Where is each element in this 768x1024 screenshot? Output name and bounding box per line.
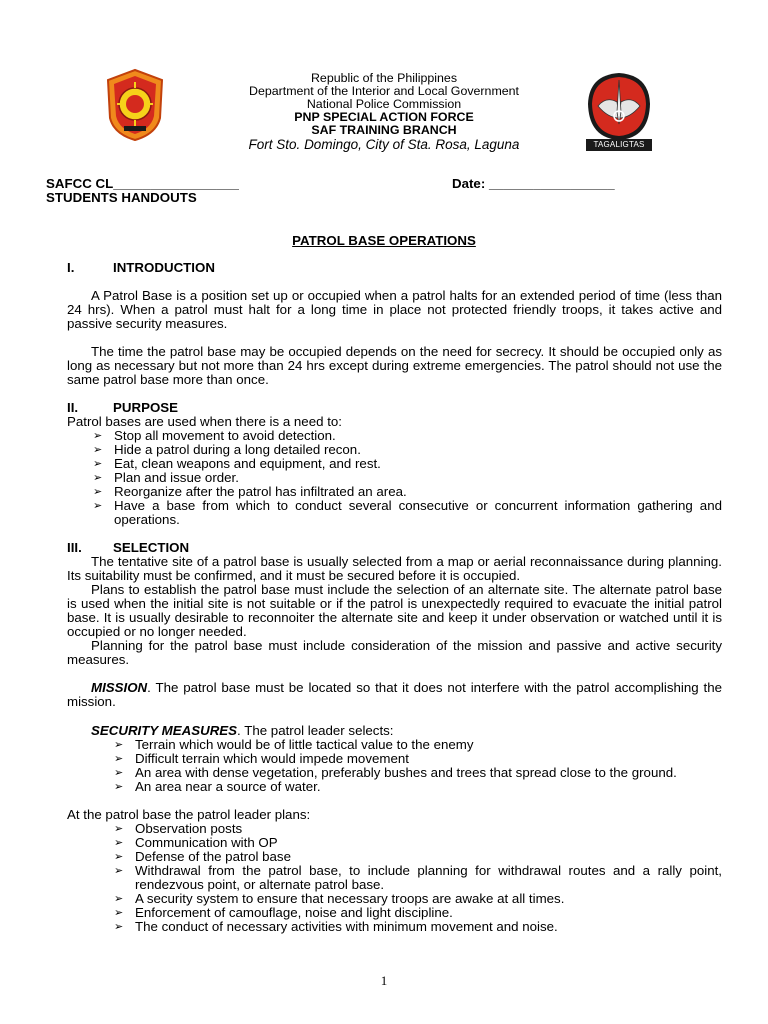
intro-paragraph-1: A Patrol Base is a position set up or occupied when a patrol halts for an extended period of time (less than 24 hrs). When a patrol must halt for a long time in place not protected friendly troops, it takes active and passive security measures. <box>67 288 722 331</box>
header-saf: PNP SPECIAL ACTION FORCE <box>294 110 474 124</box>
list-item: ➢ An area with dense vegetation, preferably bushes and trees that spread close to the ground. <box>114 765 677 780</box>
section-number: II. <box>67 400 79 415</box>
section-selection-heading <box>67 541 189 555</box>
list-item: ➢ Communication with OP <box>114 835 278 850</box>
arrow-bullet-icon: ➢ <box>114 851 124 863</box>
list-item: ➢ Reorganize after the patrol has infiltrated an area. <box>93 484 407 499</box>
arrow-bullet-icon: ➢ <box>114 823 124 835</box>
list-item: ➢ Difficult terrain which would impede movement <box>114 751 409 766</box>
selection-paragraph-2: Plans to establish the patrol base must include the selection of an alternate site. The alternate patrol base is used when the initial site is not suitable or if the patrol is unexpectedly required to evacuate the initial patrol base. It is usually desirable to reconnoiter the alternate site and keep it under observation or watched until it is occupied or no longer needed. <box>67 582 722 639</box>
purpose-lead: Patrol bases are used when there is a need to: <box>67 414 342 429</box>
arrow-bullet-icon: ➢ <box>93 458 103 470</box>
section-title: PURPOSE <box>113 400 179 415</box>
list-item: ➢ Have a base from which to conduct several consecutive or concurrent information gathering and operations. <box>93 498 722 527</box>
security-label: SECURITY MEASURES <box>91 723 238 738</box>
arrow-bullet-icon: ➢ <box>93 472 103 484</box>
section-intro-heading <box>67 261 215 275</box>
mission-label: MISSION <box>91 680 148 695</box>
header-training-branch: SAF TRAINING BRANCH <box>311 123 457 137</box>
section-number: I. <box>67 260 75 275</box>
header-department: Department of the Interior and Local Government <box>249 84 519 98</box>
security-text: . The patrol leader selects: <box>237 723 394 738</box>
list-item: ➢ A security system to ensure that necessary troops are awake at all times. <box>114 891 565 906</box>
list-item: ➢ An area near a source of water. <box>114 779 321 794</box>
page-number: 1 <box>380 973 388 988</box>
security-selects-list <box>114 738 722 794</box>
section-title: INTRODUCTION <box>113 260 215 275</box>
arrow-bullet-icon: ➢ <box>114 781 124 793</box>
date-field: Date: _________________ <box>452 176 615 191</box>
plans-lead: At the patrol base the patrol leader plans: <box>67 807 311 822</box>
arrow-bullet-icon: ➢ <box>93 486 103 498</box>
list-item: ➢ Eat, clean weapons and equipment, and rest. <box>93 456 381 471</box>
arrow-bullet-icon: ➢ <box>93 444 103 456</box>
arrow-bullet-icon: ➢ <box>114 907 124 919</box>
list-item: ➢ Terrain which would be of little tactical value to the enemy <box>114 737 474 752</box>
section-number: III. <box>67 540 82 555</box>
arrow-bullet-icon: ➢ <box>114 865 124 877</box>
list-item: ➢ Plan and issue order. <box>93 470 239 485</box>
plans-list <box>114 822 722 934</box>
purpose-list <box>93 429 722 527</box>
arrow-bullet-icon: ➢ <box>93 500 103 512</box>
arrow-bullet-icon: ➢ <box>114 893 124 905</box>
students-handouts: STUDENTS HANDOUTS <box>46 190 197 205</box>
list-item: ➢ Defense of the patrol base <box>114 849 291 864</box>
arrow-bullet-icon: ➢ <box>114 767 124 779</box>
selection-paragraph-3: Planning for the patrol base must include consideration of the mission and passive and active security measures. <box>67 638 722 667</box>
course-field: SAFCC CL_________________ <box>46 176 239 191</box>
mission-paragraph <box>67 681 722 709</box>
document-title: PATROL BASE OPERATIONS <box>292 233 476 248</box>
list-item: ➢ The conduct of necessary activities with minimum movement and noise. <box>114 919 558 934</box>
intro-paragraph-2: The time the patrol base may be occupied depends on the need for secrecy. It should be occupied only as long as necessary but not more than 24 hrs except during extreme emergencies. The patrol should not use the same patrol base more than once. <box>67 344 722 387</box>
list-item: ➢ Hide a patrol during a long detailed recon. <box>93 442 361 457</box>
arrow-bullet-icon: ➢ <box>93 430 103 442</box>
arrow-bullet-icon: ➢ <box>114 753 124 765</box>
list-item: ➢ Observation posts <box>114 821 243 836</box>
arrow-bullet-icon: ➢ <box>114 739 124 751</box>
saf-logo-motto: TAGALIGTAS <box>593 140 645 149</box>
arrow-bullet-icon: ➢ <box>114 921 124 933</box>
list-item: ➢ Withdrawal from the patrol base, to include planning for withdrawal routes and a rally point, rendezvous point, or alternate patrol base. <box>114 863 722 892</box>
header-republic: Republic of the Philippines <box>310 71 458 85</box>
selection-paragraph-1: The tentative site of a patrol base is usually selected from a map or aerial reconnaissance during planning. Its suitability must be confirmed, and it must be secured before it is occupied. <box>67 554 722 583</box>
section-purpose-heading <box>67 401 178 415</box>
list-item: ➢ Stop all movement to avoid detection. <box>93 428 336 443</box>
header-location: Fort Sto. Domingo, City of Sta. Rosa, Laguna <box>248 137 520 152</box>
section-title: SELECTION <box>113 540 190 555</box>
list-item: ➢ Enforcement of camouflage, noise and light discipline. <box>114 905 453 920</box>
mission-text: . The patrol base must be located so that it does not interfere with the patrol accomplishing the mission. <box>67 680 722 709</box>
header-commission: National Police Commission <box>306 97 462 111</box>
saf-logo <box>586 72 652 152</box>
arrow-bullet-icon: ➢ <box>114 837 124 849</box>
security-paragraph <box>67 724 722 738</box>
